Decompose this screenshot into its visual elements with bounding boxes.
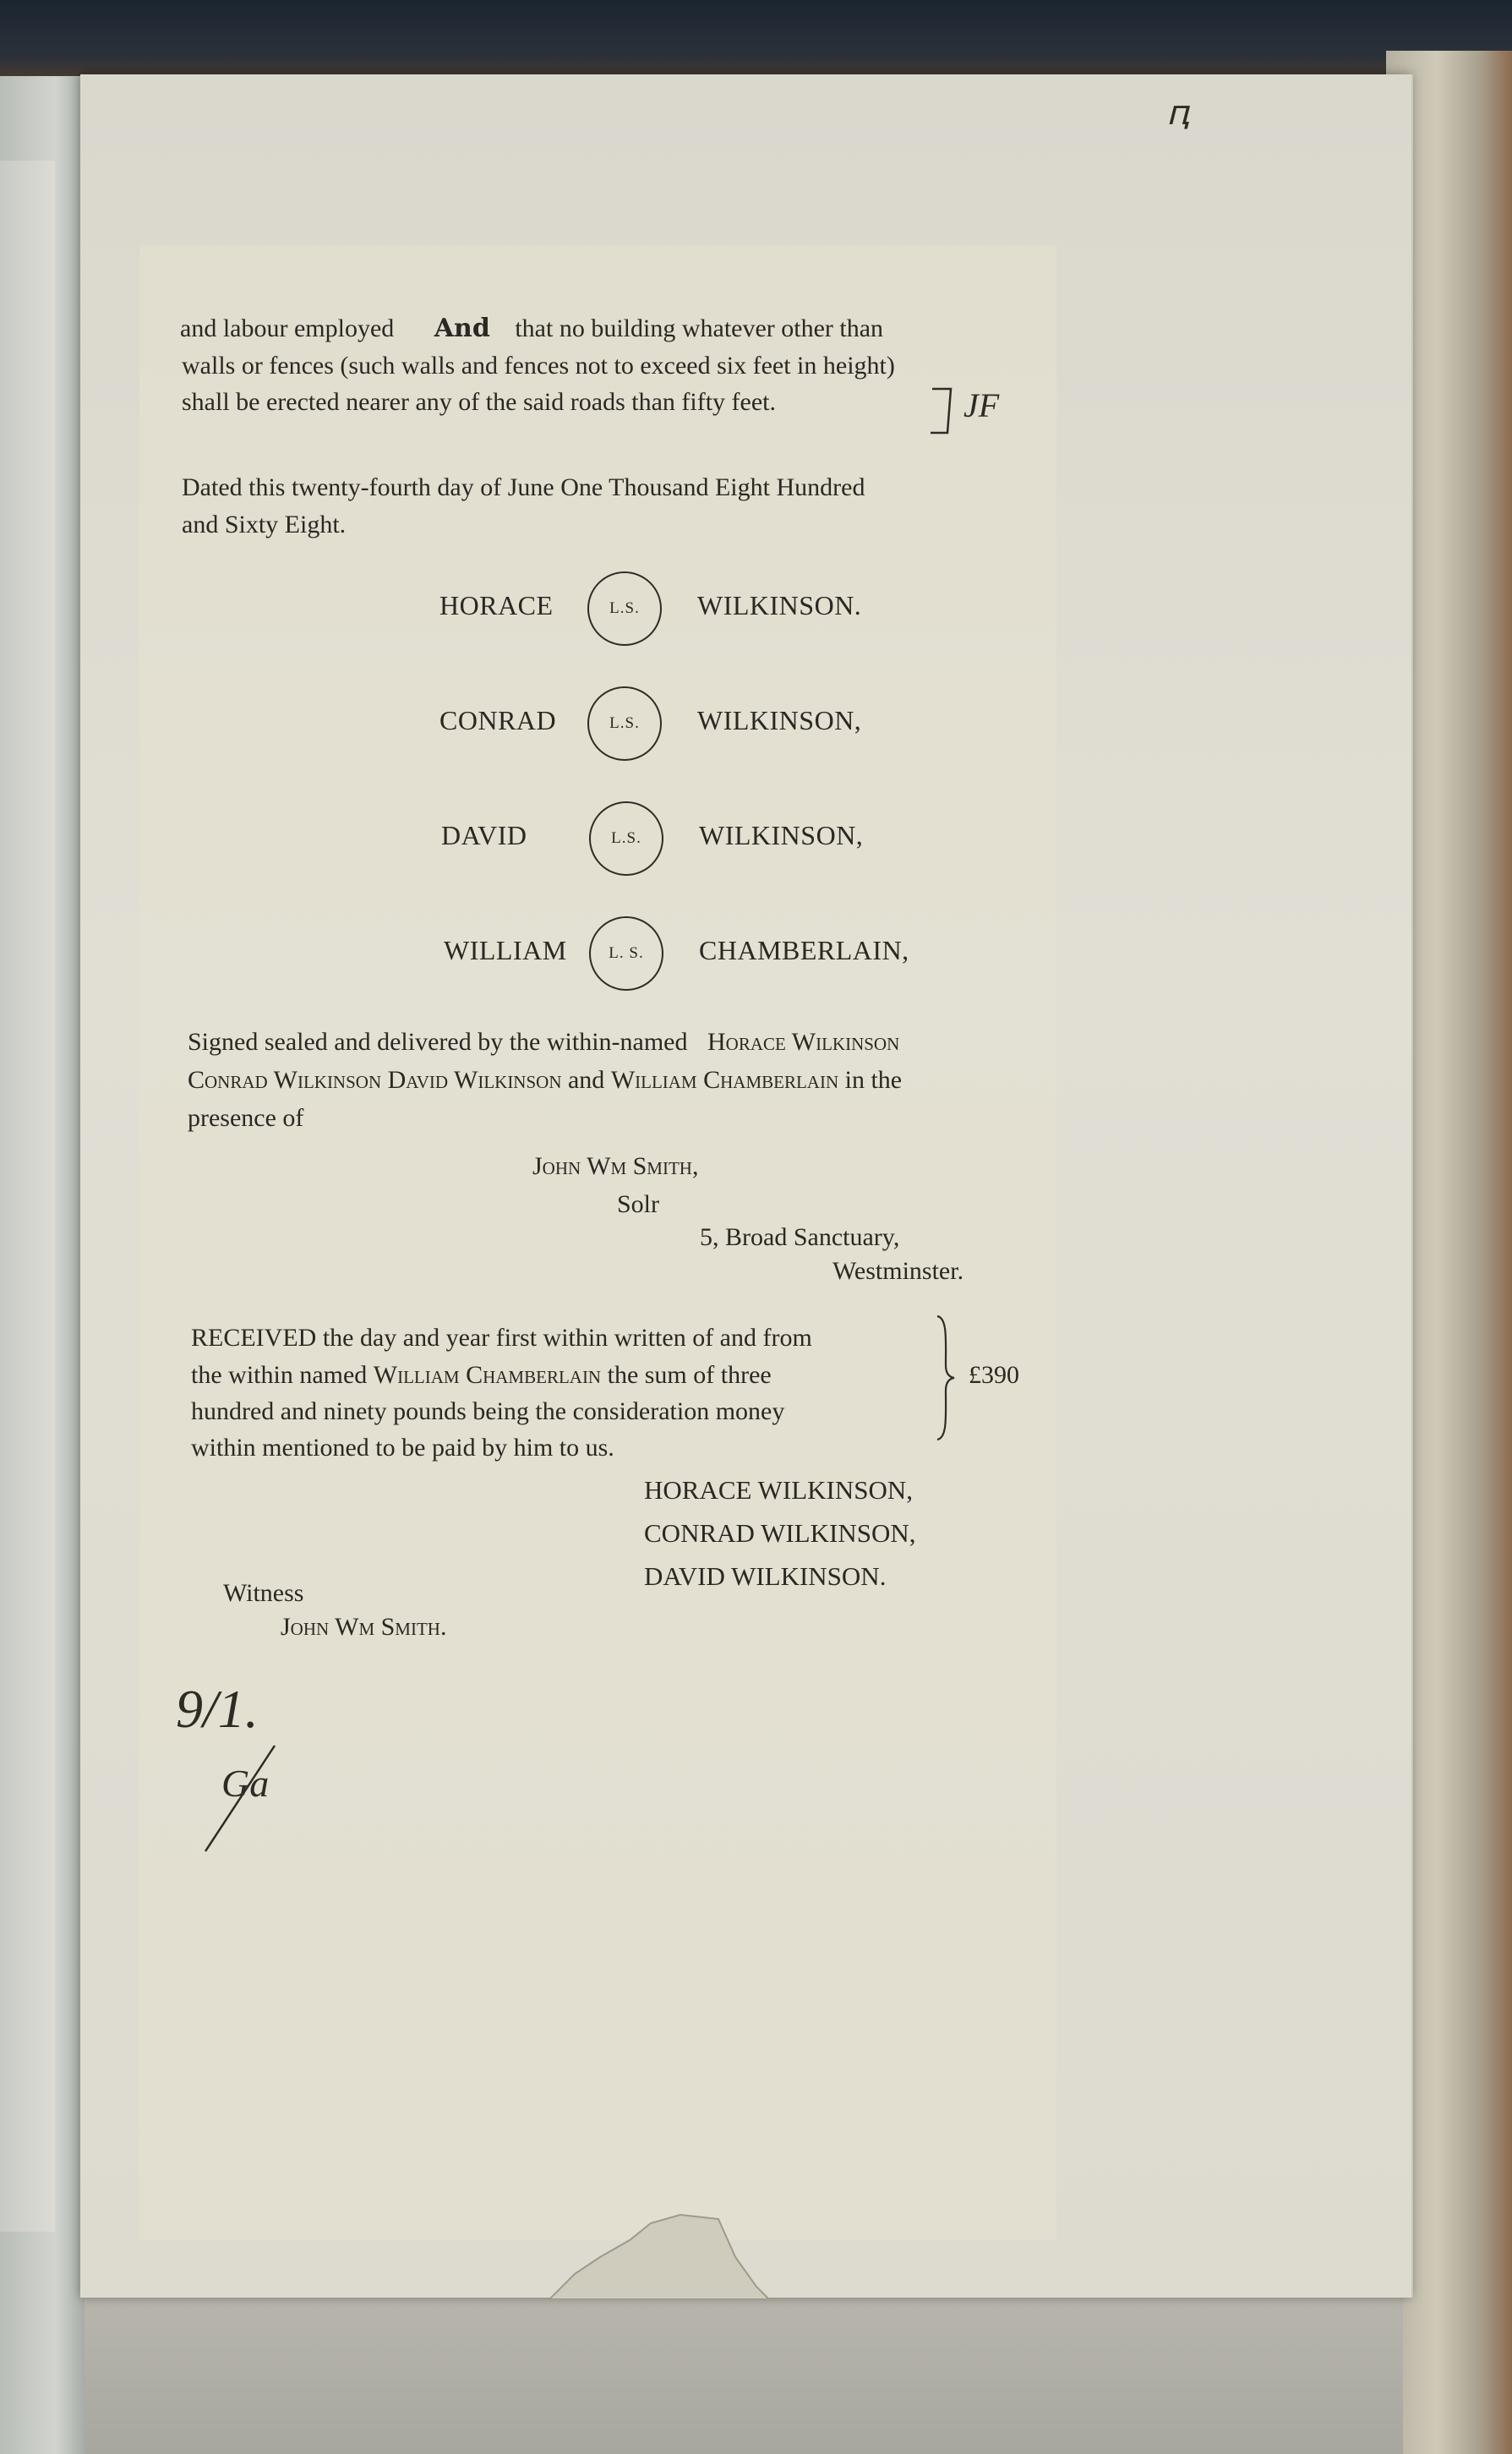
torn-edge-icon [549,2206,769,2299]
seal-circle: L. S. [589,916,663,991]
seal-circle: L.S. [587,571,662,646]
attestation-and: and [567,1066,605,1094]
attestation-line-1 [188,1024,899,1060]
attestation-line-2 [188,1062,902,1098]
receipt-line-3: hundred and ninety pounds being the consideration money [191,1397,785,1425]
attestation-names: Conrad Wilkinson David Wilkinson [188,1066,562,1094]
receipt-line-1: RECEIVED the day and year first within written of and from [191,1324,812,1352]
seal-row-david [441,801,914,886]
seal-first-name: HORACE [439,590,554,620]
seal-first-name: WILLIAM [444,935,567,965]
receipt-amount: £390 [969,1361,1019,1389]
deed-line-1-end: that no building whatever other than [515,314,884,342]
seal-last-name: WILKINSON. [697,590,862,620]
seal-row-horace [439,571,913,656]
receipt-witness-label: Witness [223,1579,304,1607]
folio-mark: ԥ [1166,94,1190,132]
witness-address-line-1: 5, Broad Sanctuary, [700,1223,900,1251]
handwritten-note-bottom: Ga [221,1762,270,1805]
attestation-witness-name: John Wm Smith, [532,1152,699,1180]
attestation-witness-title: Solr [617,1190,660,1218]
receipt-signatory-3: DAVID WILKINSON. [644,1561,887,1591]
receipt-witness-name: John Wm Smith. [281,1613,447,1641]
receipt-signatory-1: HORACE WILKINSON, [644,1475,914,1505]
seal-row-conrad [439,686,913,771]
margin-initials: JF [963,386,1000,424]
attestation-line-1-text: Signed sealed and delivered by the within-named [188,1028,688,1056]
receipt-line-2 [191,1357,772,1393]
underlying-sheet [85,2282,1403,2454]
receipt-brace-icon [934,1314,956,1441]
attestation-name-william: William Chamberlain [610,1066,839,1094]
deed-line-2: walls or fences (such walls and fences not to exceed six feet in height) [182,352,895,380]
deed-line-3: shall be erected nearer any of the said roads than fifty feet. [182,388,777,416]
witness-address-line-2: Westminster. [832,1257,964,1285]
seal-last-name: WILKINSON, [697,705,862,735]
deed-and-keyword: And [434,314,490,343]
receipt-line-4: within mentioned to be paid by him to us. [191,1434,614,1462]
printed-area [139,245,1056,2240]
seal-first-name: DAVID [441,820,527,850]
receipt-name-william: William Chamberlain [373,1361,602,1389]
handwritten-slash-icon [199,1741,300,1860]
deed-line-1-start: and labour employed [180,314,395,342]
receipt-signatory-2: CONRAD WILKINSON, [644,1518,916,1548]
seal-last-name: WILKINSON, [699,820,864,850]
attestation-line-3: presence of [188,1104,304,1132]
deed-line-1 [180,310,1034,347]
seal-circle: L.S. [589,801,663,876]
seal-first-name: CONRAD [439,705,557,735]
attestation-name-horace: Horace Wilkinson [707,1028,900,1056]
seal-row-william [444,916,934,1001]
seal-last-name: CHAMBERLAIN, [699,935,909,965]
book-binding-top [0,0,1512,80]
adjacent-volume-cloth [0,161,55,2232]
seal-circle: L.S. [587,686,662,761]
receipt-line-2-end: the sum of three [607,1361,772,1389]
attestation-in-the: in the [844,1066,903,1094]
dated-line-2: and Sixty Eight. [182,511,347,538]
receipt-line-2-start: the within named [191,1361,368,1389]
handwritten-note-top: 9/1. [176,1679,259,1739]
dated-line-1: Dated this twenty-fourth day of June One Thousand Eight Hundred [182,473,865,501]
